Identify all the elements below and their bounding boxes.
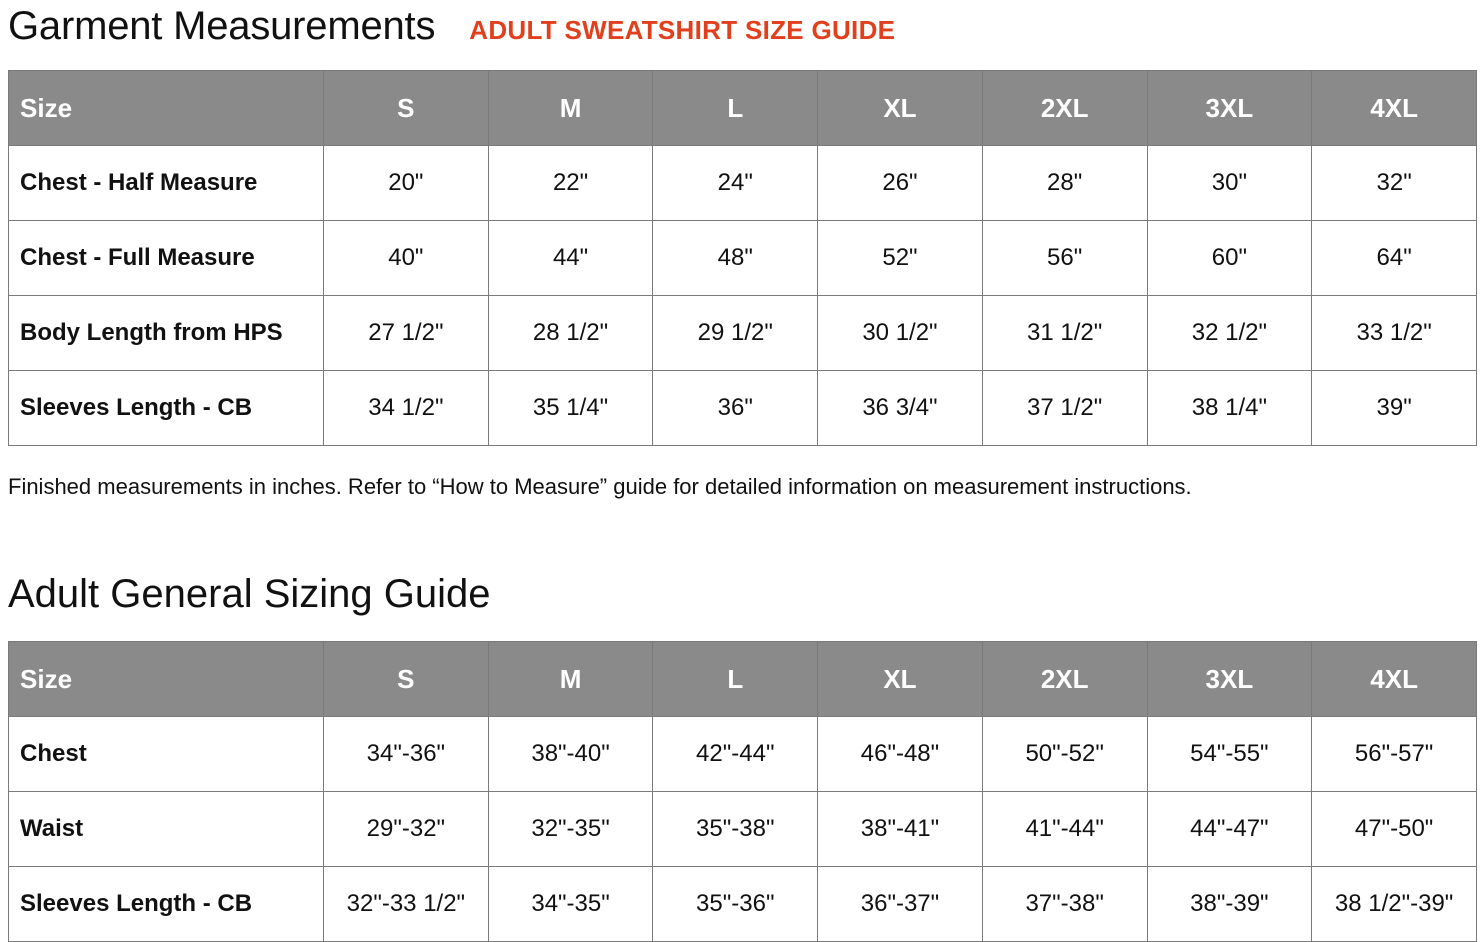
table-cell: 30 1/2" bbox=[818, 296, 983, 371]
table-cell: 50"-52" bbox=[982, 717, 1147, 792]
table-cell: 34 1/2" bbox=[324, 371, 489, 446]
table-cell: 27 1/2" bbox=[324, 296, 489, 371]
table-cell: 32 1/2" bbox=[1147, 296, 1312, 371]
measurement-note: Finished measurements in inches. Refer to “How to Measure” guide for detailed information on measurement instructions. bbox=[8, 474, 1192, 499]
row-label: Sleeves Length - CB bbox=[9, 867, 324, 942]
size-guide-subtitle: ADULT SWEATSHIRT SIZE GUIDE bbox=[469, 15, 896, 45]
row-label: Sleeves Length - CB bbox=[9, 371, 324, 446]
table-cell: 39" bbox=[1312, 371, 1477, 446]
column-header-3xl: 3XL bbox=[1147, 642, 1312, 717]
table-cell: 20" bbox=[324, 146, 489, 221]
row-label: Chest - Half Measure bbox=[9, 146, 324, 221]
garment-title-row bbox=[8, 4, 895, 54]
general-sizing-table bbox=[8, 641, 1477, 942]
table-cell: 46"-48" bbox=[818, 717, 983, 792]
table-cell: 42"-44" bbox=[653, 717, 818, 792]
table-cell: 38"-39" bbox=[1147, 867, 1312, 942]
table-cell: 35 1/4" bbox=[488, 371, 653, 446]
table-cell: 54"-55" bbox=[1147, 717, 1312, 792]
garment-measurements-table bbox=[8, 70, 1477, 446]
table-cell: 35"-38" bbox=[653, 792, 818, 867]
table-cell: 56" bbox=[982, 221, 1147, 296]
column-header-xl: XL bbox=[818, 71, 983, 146]
table-row bbox=[9, 371, 1477, 446]
table-row bbox=[9, 221, 1477, 296]
table-header-row bbox=[9, 71, 1477, 146]
table-cell: 29"-32" bbox=[324, 792, 489, 867]
table-cell: 36 3/4" bbox=[818, 371, 983, 446]
table-cell: 34"-36" bbox=[324, 717, 489, 792]
table-cell: 38"-41" bbox=[818, 792, 983, 867]
column-header-size: Size bbox=[9, 642, 324, 717]
table-cell: 32"-35" bbox=[488, 792, 653, 867]
table-cell: 26" bbox=[818, 146, 983, 221]
table-cell: 47"-50" bbox=[1312, 792, 1477, 867]
table-cell: 64" bbox=[1312, 221, 1477, 296]
table-row bbox=[9, 146, 1477, 221]
column-header-m: M bbox=[488, 642, 653, 717]
column-header-s: S bbox=[324, 642, 489, 717]
table-cell: 38 1/2"-39" bbox=[1312, 867, 1477, 942]
table-cell: 36"-37" bbox=[818, 867, 983, 942]
table-cell: 32" bbox=[1312, 146, 1477, 221]
table-cell: 60" bbox=[1147, 221, 1312, 296]
column-header-3xl: 3XL bbox=[1147, 71, 1312, 146]
table-cell: 44"-47" bbox=[1147, 792, 1312, 867]
column-header-2xl: 2XL bbox=[982, 71, 1147, 146]
table-cell: 44" bbox=[488, 221, 653, 296]
table-cell: 38"-40" bbox=[488, 717, 653, 792]
table-row bbox=[9, 717, 1477, 792]
table-header-row bbox=[9, 642, 1477, 717]
row-label: Chest bbox=[9, 717, 324, 792]
table-cell: 24" bbox=[653, 146, 818, 221]
table-cell: 37 1/2" bbox=[982, 371, 1147, 446]
table-cell: 32"-33 1/2" bbox=[324, 867, 489, 942]
table-row bbox=[9, 867, 1477, 942]
table-cell: 34"-35" bbox=[488, 867, 653, 942]
table-cell: 22" bbox=[488, 146, 653, 221]
column-header-2xl: 2XL bbox=[982, 642, 1147, 717]
column-header-m: M bbox=[488, 71, 653, 146]
table-cell: 33 1/2" bbox=[1312, 296, 1477, 371]
column-header-s: S bbox=[324, 71, 489, 146]
table-cell: 56"-57" bbox=[1312, 717, 1477, 792]
column-header-4xl: 4XL bbox=[1312, 71, 1477, 146]
column-header-l: L bbox=[653, 642, 818, 717]
table-cell: 30" bbox=[1147, 146, 1312, 221]
general-sizing-title: Adult General Sizing Guide bbox=[8, 572, 491, 616]
table-cell: 40" bbox=[324, 221, 489, 296]
table-cell: 35"-36" bbox=[653, 867, 818, 942]
table-cell: 41"-44" bbox=[982, 792, 1147, 867]
table-row bbox=[9, 792, 1477, 867]
column-header-size: Size bbox=[9, 71, 324, 146]
row-label: Chest - Full Measure bbox=[9, 221, 324, 296]
table-cell: 38 1/4" bbox=[1147, 371, 1312, 446]
table-cell: 28 1/2" bbox=[488, 296, 653, 371]
row-label: Waist bbox=[9, 792, 324, 867]
table-cell: 36" bbox=[653, 371, 818, 446]
column-header-xl: XL bbox=[818, 642, 983, 717]
column-header-l: L bbox=[653, 71, 818, 146]
column-header-4xl: 4XL bbox=[1312, 642, 1477, 717]
table-row bbox=[9, 296, 1477, 371]
table-cell: 31 1/2" bbox=[982, 296, 1147, 371]
table-cell: 52" bbox=[818, 221, 983, 296]
garment-measurements-title: Garment Measurements bbox=[8, 4, 436, 48]
table-cell: 29 1/2" bbox=[653, 296, 818, 371]
table-cell: 37"-38" bbox=[982, 867, 1147, 942]
row-label: Body Length from HPS bbox=[9, 296, 324, 371]
table-cell: 48" bbox=[653, 221, 818, 296]
table-cell: 28" bbox=[982, 146, 1147, 221]
